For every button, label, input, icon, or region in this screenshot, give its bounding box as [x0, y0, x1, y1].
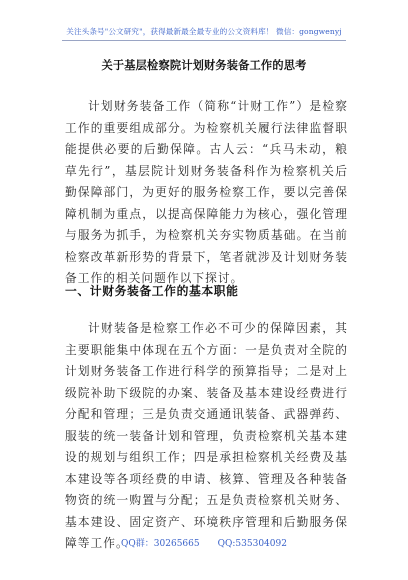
- footer-qq-group: QQ群：30265665: [121, 539, 200, 549]
- document-title: 关于基层检察院计划财务装备工作的思考: [101, 58, 307, 72]
- intro-paragraph: 计划财务装备工作（简称“计财工作”）是检察工作的重要组成部分。为检察机关履行法律监督职能提供必要的后勤保障。古人云：“兵马未动，粮草先行”，基层院计划财务装备科作为检察机关后勤保障部门，为更好的服务检察工作，要以完善保障机制为重点，以提高保障能力为核心，强化管理与服务为抓手，为检察机关夯实物质基础。在当前检察改革新形势的背景下，笔者就涉及计划财务装备工作的相关问题作以下探讨。: [65, 99, 348, 285]
- section-heading: 一、计财务装备工作的基本职能: [65, 284, 239, 298]
- body-paragraph: 计财装备是检察工作必不可少的保障因素，其主要职能集中体现在五个方面：一是负责对全院的计划财务装备工作进行科学的预算指导；二是对上级院补助下级院的办案、装备及基本建设经费进行分配和管理；三是负责交通通讯装备、武器弹药、服装的统一装备计划和管理，负责检察机关基本建设的规划与组织工作；四是承担检察机关经费及基本建设等各项经费的申请、核算、管理及各种装备物资的统一购置与分配；五是负责检察机关财务、基本建设、固定资产、环境秩序管理和后勤服务保障等工作。: [65, 321, 348, 550]
- header-divider: [62, 40, 346, 41]
- footer-qq-number: QQ:535304092: [217, 539, 287, 549]
- header-promo-note: 关注头条号"公文研究"，获得最新最全最专业的公文资料库！ 微信：gongwenyj: [66, 27, 342, 36]
- footer-contact: [0, 536, 408, 549]
